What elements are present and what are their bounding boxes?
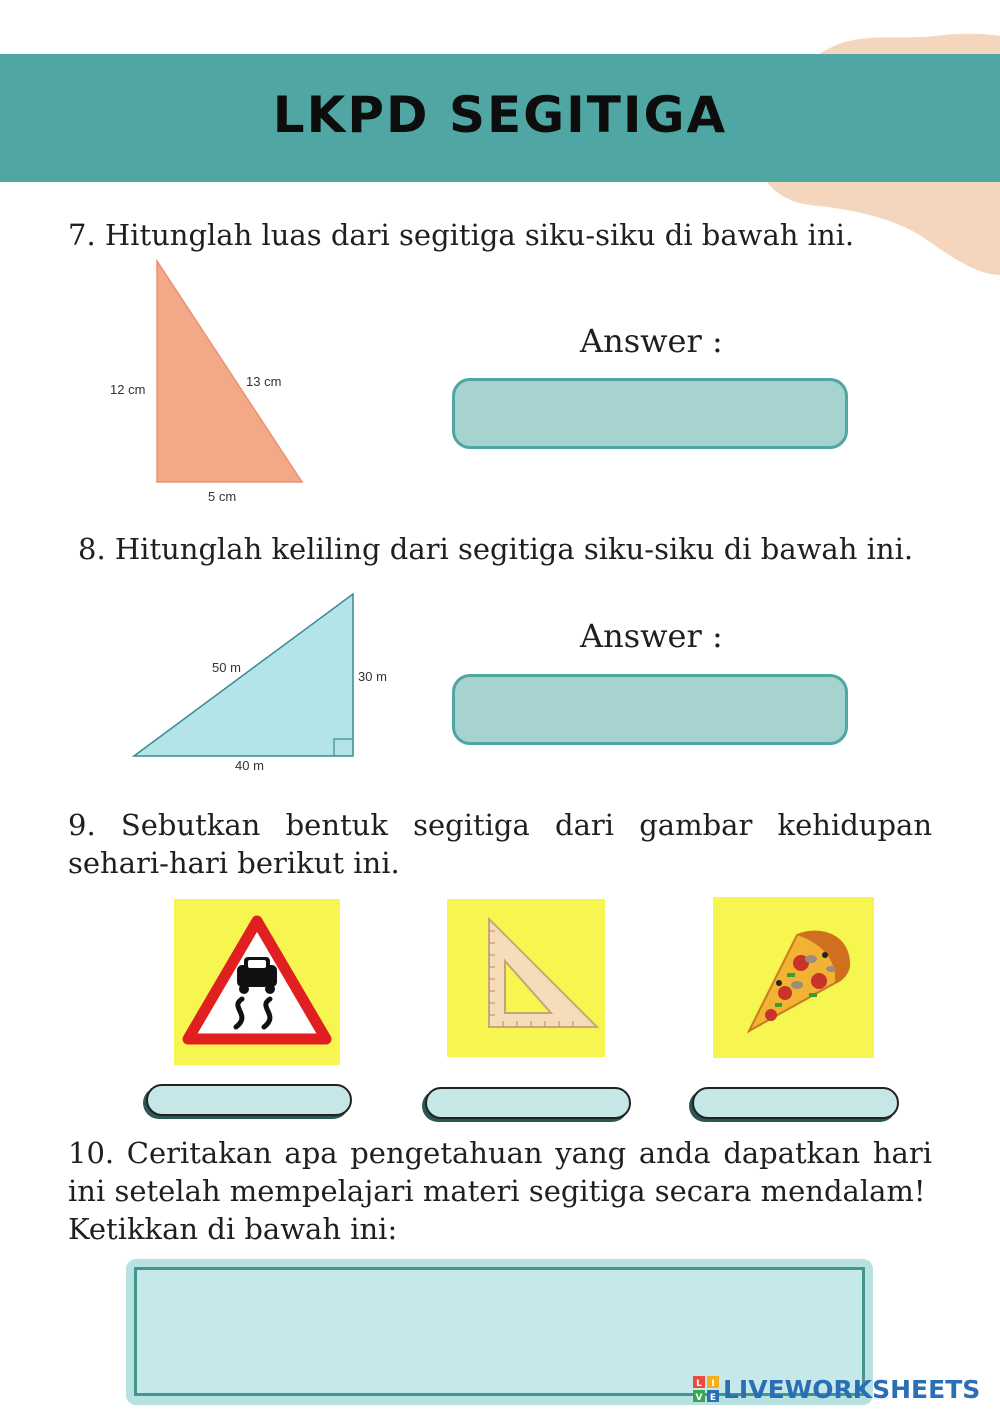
answer-label-q8: Answer : — [580, 617, 723, 655]
label-30m: 30 m — [358, 669, 387, 684]
label-5cm: 5 cm — [208, 489, 237, 504]
label-12cm: 12 cm — [110, 382, 146, 397]
liveworksheets-brand — [693, 1372, 980, 1406]
answer-input-q7[interactable] — [452, 378, 848, 449]
question-10-line3: Ketikkan di bawah ini: — [68, 1212, 398, 1246]
answer-input-q9-2[interactable] — [425, 1087, 631, 1119]
label-40m: 40 m — [235, 758, 264, 773]
logo-letter-e: E — [709, 1393, 717, 1402]
question-9-line1: 9. Sebutkan bentuk segitiga dari gambar kehidupan — [68, 808, 932, 842]
label-13cm: 13 cm — [246, 374, 282, 389]
pizza-slice-icon — [713, 897, 874, 1058]
question-8-text: 8. Hitunglah keliling dari segitiga siku-siku di bawah ini. — [78, 532, 914, 566]
label-50m: 50 m — [212, 660, 241, 675]
answer-input-q9-3[interactable] — [692, 1087, 899, 1119]
cyan-triangle-shape — [134, 594, 353, 756]
logo-letter-l: L — [696, 1379, 702, 1389]
question-10-line2: ini setelah mempelajari materi segitiga secara mendalam! — [68, 1174, 926, 1208]
brand-name: LIVEWORKSHEETS — [723, 1374, 981, 1404]
answer-label-q7: Answer : — [580, 322, 723, 360]
logo-letter-i: I — [711, 1379, 715, 1389]
salmon-triangle-shape — [157, 261, 302, 482]
answer-input-q8[interactable] — [452, 674, 848, 745]
question-7-text: 7. Hitunglah luas dari segitiga siku-siku di bawah ini. — [68, 218, 855, 252]
page-title: LKPD SEGITIGA — [272, 86, 728, 144]
image-card-road-sign — [174, 899, 340, 1065]
image-card-set-square — [447, 899, 605, 1057]
slippery-road-sign-icon — [174, 899, 340, 1065]
right-triangle-figure-q8 — [120, 586, 400, 776]
question-10-line1: 10. Ceritakan apa pengetahuan yang anda dapatkan hari — [68, 1136, 932, 1170]
logo-letter-v: V — [695, 1393, 703, 1402]
liveworksheets-logo-icon — [693, 1376, 719, 1402]
image-card-pizza — [713, 897, 874, 1058]
answer-input-q9-1[interactable] — [146, 1084, 352, 1116]
right-triangle-figure-q7 — [100, 258, 320, 508]
question-9-line2: sehari-hari berikut ini. — [68, 846, 400, 880]
set-square-ruler-icon — [447, 899, 605, 1057]
